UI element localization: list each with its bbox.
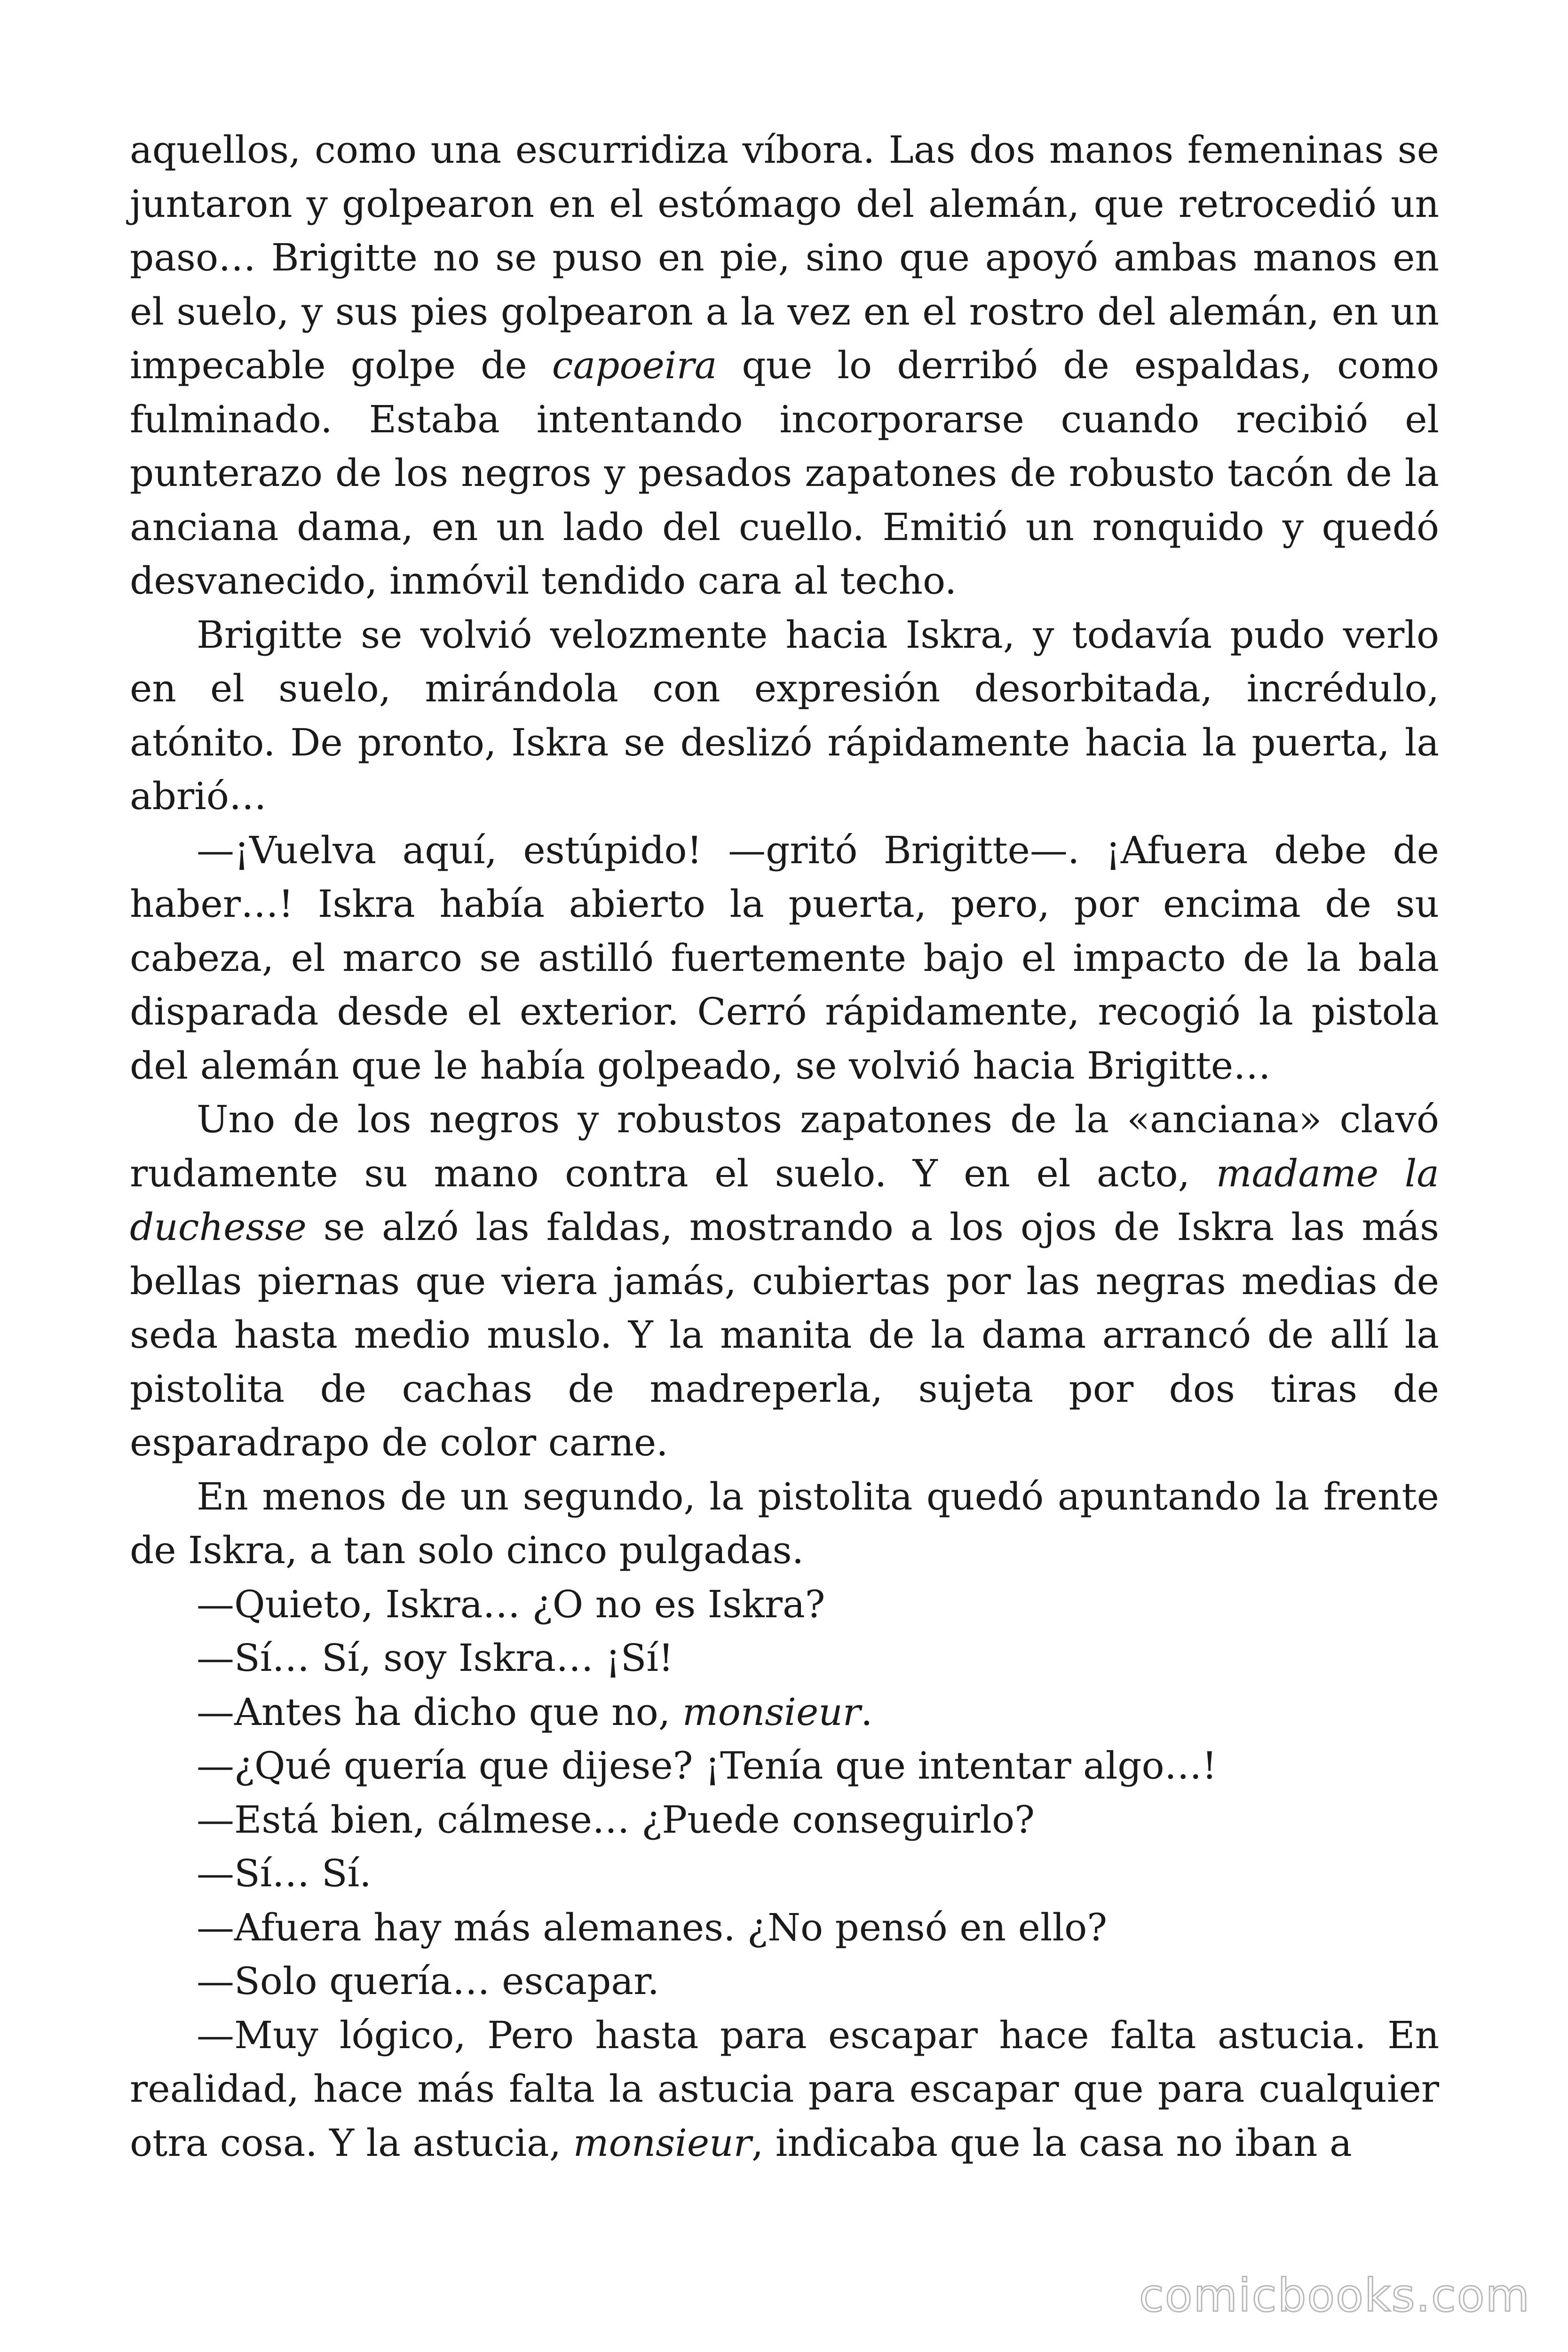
paragraph (130, 2009, 1439, 2170)
text-run: —Afuera hay más alemanes. ¿No pensó en ello? (197, 1905, 1108, 1949)
paragraph (130, 1955, 1439, 2009)
text-run: que lo derribó de espaldas, como fulminado. Estaba intentando incorporarse cuando recibió el punterazo de los negros y pesados zapatones de robusto tacón de la anciana dama, en un lado del cuello. Emitió un ronquido y quedó desvanecido, inmóvil tendido cara al techo. (130, 343, 1439, 603)
text-run: . (861, 1690, 873, 1734)
text-run: aquellos, como una escurridiza víbora. Las dos manos femeninas se juntaron y golpearon en el estómago del alemán, que retrocedió un paso… Brigitte no se puso en pie, sino que apoyó ambas manos en el suelo, y sus pies golpearon a la vez en el rostro del alemán, en un impecable golpe de (130, 128, 1439, 387)
text-run: —Está bien, cálmese… ¿Puede conseguirlo? (197, 1797, 1035, 1842)
text-run: —Solo quería… escapar. (197, 1959, 659, 2003)
paragraph (130, 1578, 1439, 1632)
text-run: —Muy lógico, Pero hasta para escapar hace falta astucia. En realidad, hace más falta la astucia para escapar que para cualquier otra cosa. Y la astucia, (130, 2013, 1439, 2165)
paragraph (130, 1847, 1439, 1901)
text-run: —Quieto, Iskra… ¿O no es Iskra? (197, 1582, 825, 1626)
text-run: En menos de un segundo, la pistolita quedó apuntando la frente de Iskra, a tan solo cinco pulgadas. (130, 1474, 1439, 1572)
text-run: Uno de los negros y robustos zapatones de la «anciana» clavó rudamente su mano contra el suelo. Y en el acto, (130, 1097, 1439, 1195)
paragraph (130, 1093, 1439, 1470)
text-run: —¡Vuelva aquí, estúpido! —gritó Brigitte—. ¡Afuera debe de haber…! Iskra había abierto la puerta, pero, por encima de su cabeza, el marco se astilló fuertemente bajo el impacto de la bala disparada desde el exterior. Cerró rápidamente, recogió la pistola del alemán que le había golpeado, se volvió hacia Brigitte… (130, 828, 1439, 1088)
text-run: —Antes ha dicho que no, (197, 1690, 682, 1734)
paragraph (130, 608, 1439, 824)
italic-phrase: monsieur (573, 2121, 752, 2165)
text-run: , indicaba que la casa no iban a (751, 2121, 1352, 2165)
paragraph (130, 1793, 1439, 1847)
page-body-text (130, 123, 1439, 2170)
italic-phrase: monsieur (682, 1690, 861, 1734)
paragraph (130, 824, 1439, 1093)
paragraph (130, 1631, 1439, 1685)
text-run: —Sí… Sí. (197, 1851, 372, 1895)
text-run: —Sí… Sí, soy Iskra… ¡Sí! (197, 1636, 674, 1680)
watermark-logo: comicbooks.com (1139, 2269, 1530, 2322)
paragraph (130, 123, 1439, 608)
text-run: Brigitte se volvió velozmente hacia Iskra, y todavía pudo verlo en el suelo, mirándola con expresión desorbitada, incrédulo, atónito. De pronto, Iskra se deslizó rápidamente hacia la puerta, la abrió… (130, 612, 1439, 818)
italic-phrase: madame la duchesse (130, 1151, 1440, 1249)
italic-phrase: capoeira (552, 343, 717, 387)
paragraph (130, 1901, 1439, 1955)
text-run: se alzó las faldas, mostrando a los ojos de Iskra las más bellas piernas que viera jamás, cubiertas por las negras medias de seda hasta medio muslo. Y la manita de la dama arrancó de allí la pistolita de cachas de madreperla, sujeta por dos tiras de esparadrapo de color carne. (130, 1205, 1439, 1464)
paragraph (130, 1470, 1439, 1578)
paragraph (130, 1685, 1439, 1740)
paragraph (130, 1739, 1439, 1793)
text-run: —¿Qué quería que dijese? ¡Tenía que intentar algo…! (197, 1744, 1217, 1788)
